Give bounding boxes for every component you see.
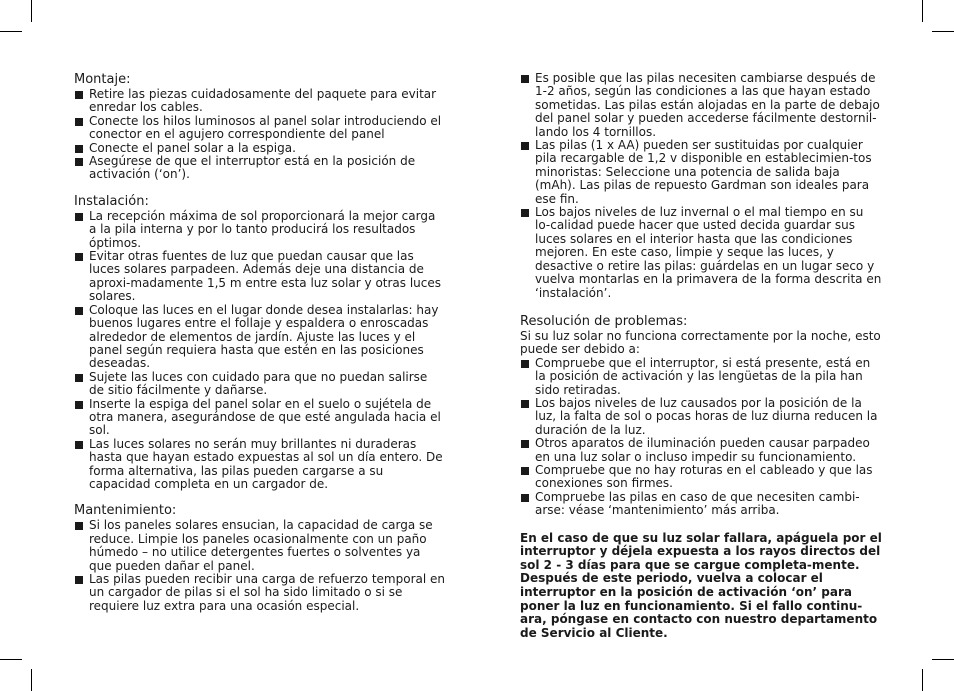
crop-mark-bottom-left-vertical xyxy=(31,669,32,691)
heading-mantenimiento: Mantenimiento: xyxy=(74,503,177,519)
list-item: Coloque las luces en el lugar donde desea instalarlas: hay buenos lugares entre el follaje y espaldera o enroscadas alrededor de elementos de jardín. Ajuste las luces y el panel según requiera hasta que estén en las posiciones deseadas. xyxy=(74,304,446,371)
crop-mark-bottom-right-vertical xyxy=(922,669,923,691)
crop-mark-top-left-horizontal xyxy=(0,31,22,32)
crop-mark-bottom-left-horizontal xyxy=(0,659,22,660)
heading-instalacion: Instalación: xyxy=(74,193,149,209)
list-item: Los bajos niveles de luz invernal o el mal tiempo en su lo-calidad puede hacer que usted decida guardar sus luces solares en el interior hasta que las condiciones mejoren. En este caso, limpie y seque las luces, y desactive o retire las pilas: guárdelas en un lugar seco y vuelva montarlas en la primavera de la forma descrita en ‘instalación’. xyxy=(520,206,882,300)
list-item: Si los paneles solares ensucian, la capacidad de carga se reduce. Limpie los paneles ocasionalmente con un paño húmedo – no utilice detergentes fuertes o solventes ya que pueden dañar el panel. xyxy=(74,519,446,573)
list-item: Compruebe las pilas en caso de que necesiten cambi-arse: véase ‘mantenimiento’ más arriba. xyxy=(520,491,882,518)
closing-paragraph: En el caso de que su luz solar fallara, apáguela por el interruptor y déjela expuesta a los rayos directos del sol 2 - 3 días para que se cargue completa-mente. Después de este periodo, vuelva a colocar el interruptor en la posición de activación ‘on’ para poner la luz en funcionamiento. Si el fallo continu-ara, póngase en contacto con nuestro departamento de Servicio al Cliente. xyxy=(520,530,882,640)
section-mantenimiento xyxy=(74,503,446,613)
list-item: La recepción máxima de sol proporcionará la mejor carga a la pila interna y por lo tanto producirá los resultados óptimos. xyxy=(74,210,446,250)
montaje-list xyxy=(74,88,446,182)
list-item: Conecte los hilos luminosos al panel solar introduciendo el conector en el agujero correspondiente del panel xyxy=(74,115,446,142)
list-item: Los bajos niveles de luz causados por la posición de la luz, la falta de sol o pocas horas de luz diurna reducen la duración de la luz. xyxy=(520,397,882,437)
instalacion-list xyxy=(74,210,446,492)
list-item: Evitar otras fuentes de luz que puedan causar que las luces solares parpadeen. Además deje una distancia de aproxi-madamente 1,5 m entre esta luz solar y otras luces solares. xyxy=(74,250,446,304)
list-item: Asegúrese de que el interruptor está en la posición de activación (‘on’). xyxy=(74,155,446,182)
section-montaje xyxy=(74,72,446,182)
list-item: Sujete las luces con cuidado para que no puedan salirse de sitio fácilmente y dañarse. xyxy=(74,371,446,398)
list-item: Las luces solares no serán muy brillantes ni duraderas hasta que hayan estado expuestas al sol un día entero. De forma alternativa, las pilas pueden cargarse a su capacidad completa en un cargador de. xyxy=(74,438,446,492)
crop-mark-top-right-vertical xyxy=(922,0,923,22)
mantenimiento-cont-list xyxy=(520,72,882,300)
right-column xyxy=(520,72,882,640)
heading-resolucion: Resolución de problemas: xyxy=(520,313,688,329)
section-mantenimiento-continued xyxy=(520,72,882,300)
resolucion-intro: Si su luz solar no funciona correctamente por la noche, esto puede ser debido a: xyxy=(520,328,881,357)
list-item: Inserte la espiga del panel solar en el suelo o sujétela de otra manera, asegurándose de que esté angulada hacia el sol. xyxy=(74,398,446,438)
list-item: Retire las piezas cuidadosamente del paquete para evitar enredar los cables. xyxy=(74,88,446,115)
heading-montaje: Montaje: xyxy=(74,72,131,87)
left-column xyxy=(74,72,446,625)
crop-mark-top-right-horizontal xyxy=(932,31,954,32)
resolucion-list xyxy=(520,357,882,518)
list-item: Compruebe que no hay roturas en el cableado y que las conexiones son firmes. xyxy=(520,464,882,491)
list-item: Las pilas pueden recibir una carga de refuerzo temporal en un cargador de pilas si el sol ha sido limitado o si se requiere luz extra para una ocasión especial. xyxy=(74,573,446,613)
list-item: Conecte el panel solar a la espiga. xyxy=(74,142,446,155)
list-item: Las pilas (1 x AA) pueden ser sustituidas por cualquier pila recargable de 1,2 v disponible en establecimien-tos minoristas: Seleccione una potencia de salida baja (mAh). Las pilas de repuesto Gardman son ideales para ese fin. xyxy=(520,139,882,206)
section-resolucion xyxy=(520,314,882,518)
list-item: Es posible que las pilas necesiten cambiarse después de 1-2 años, según las condiciones a las que hayan estado sometidas. Las pilas están alojadas en la parte de debajo del panel solar y pueden accederse fácilmente destornil-lando los 4 tornillos. xyxy=(520,72,882,139)
mantenimiento-list xyxy=(74,519,446,613)
list-item: Compruebe que el interruptor, si está presente, está en la posición de activación y las lengüetas de la pila han sido retiradas. xyxy=(520,357,882,397)
crop-mark-bottom-right-horizontal xyxy=(932,659,954,660)
section-instalacion xyxy=(74,194,446,492)
crop-mark-top-left-vertical xyxy=(31,0,32,22)
list-item: Otros aparatos de iluminación pueden causar parpadeo en una luz solar o incluso impedir su funcionamiento. xyxy=(520,437,882,464)
